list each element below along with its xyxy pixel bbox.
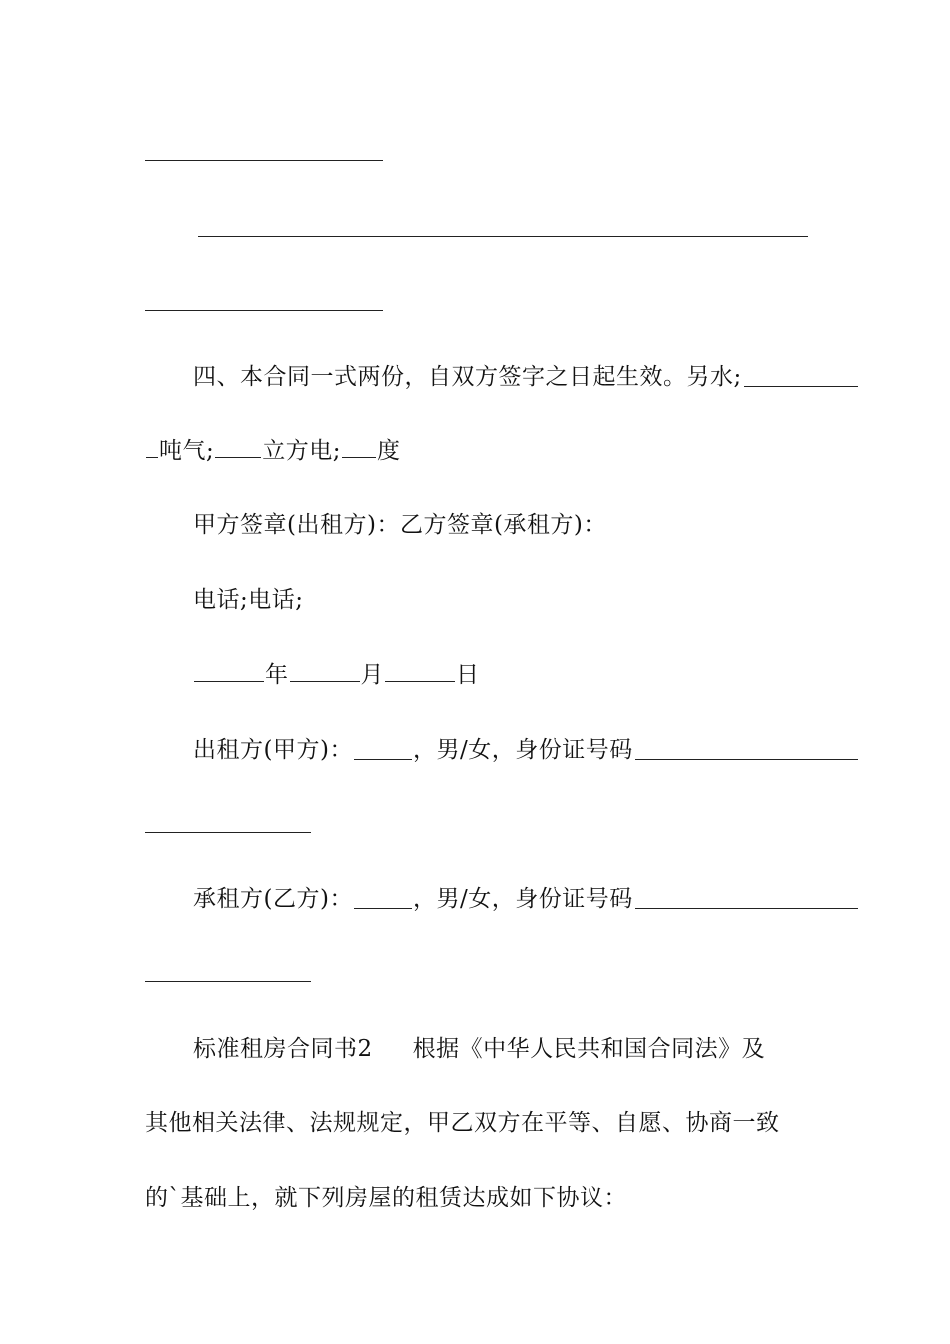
- year-blank: [194, 661, 264, 682]
- contract-2-line-3: [145, 1183, 810, 1213]
- gas-blank: [215, 437, 261, 458]
- clause-4-line-2: [145, 436, 810, 466]
- clause-4-line-1: [145, 362, 858, 392]
- electric-blank: [342, 437, 376, 458]
- year-label: 年: [265, 662, 289, 688]
- lessor-id-blank: [635, 739, 858, 760]
- contract-2-line-1: [145, 1034, 858, 1064]
- lessee-id-label: ，男/女，身份证号码: [412, 886, 633, 912]
- lessee-label: 承租方(乙方)：: [193, 886, 353, 912]
- blank-rule-3: [145, 310, 383, 311]
- signature-line: [145, 510, 858, 540]
- lessee-id-blank: [635, 888, 858, 909]
- month-blank: [290, 661, 360, 682]
- contract-2-title: 标准租房合同书2: [193, 1036, 373, 1062]
- lessor-name-blank: [354, 739, 412, 760]
- day-label: 日: [456, 662, 480, 688]
- date-line: [145, 660, 858, 690]
- phone-line: [145, 585, 858, 615]
- contract-2-text-2: 其他相关法律、法规规定，甲乙双方在平等、自愿、协商一致: [145, 1110, 780, 1136]
- water-blank-cont: [146, 437, 158, 458]
- lessor-line: [145, 735, 858, 765]
- signature-text: 甲方签章(出租方)：乙方签章(承租方)：: [193, 512, 607, 538]
- blank-rule-2: [198, 236, 808, 237]
- month-label: 月: [360, 662, 384, 688]
- contract-2-text-3: 的`基础上，就下列房屋的租赁达成如下协议：: [145, 1185, 627, 1211]
- lessee-line: [145, 884, 858, 914]
- contract-2-text-1: 根据《中华人民共和国合同法》及: [412, 1036, 766, 1062]
- lessor-id-blank-cont: [145, 832, 311, 833]
- lessee-name-blank: [354, 888, 412, 909]
- degree-label: 度: [377, 438, 401, 464]
- blank-rule-1: [145, 160, 383, 161]
- clause-4-text: 四、本合同一式两份，自双方签字之日起生效。另水;: [193, 364, 742, 390]
- contract-2-line-2: [145, 1108, 810, 1138]
- lessor-id-label: ，男/女，身份证号码: [412, 737, 633, 763]
- lessor-label: 出租方(甲方)：: [193, 737, 353, 763]
- phone-text: 电话;电话;: [193, 587, 304, 613]
- gas-label: 吨气;: [159, 438, 215, 464]
- day-blank: [385, 661, 455, 682]
- water-blank: [744, 366, 858, 387]
- lessee-id-blank-cont: [145, 981, 311, 982]
- electric-label: 立方电;: [262, 438, 341, 464]
